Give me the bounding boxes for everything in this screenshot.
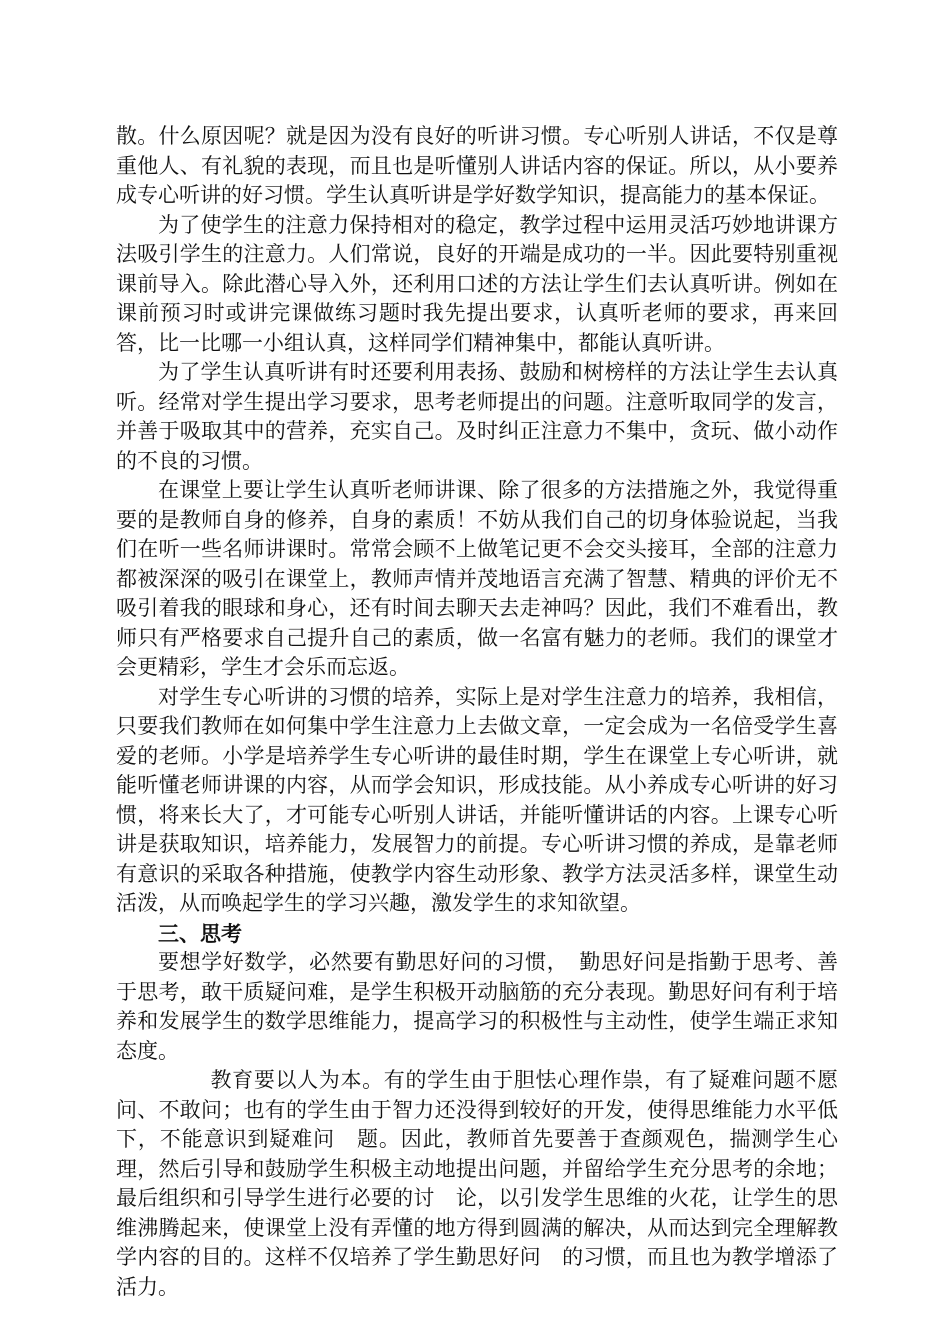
paragraph-people-oriented: 教育要以人为本。有的学生由于胆怯心理作祟，有了疑难问题不愿问、不敢问；也有的学生由于智力还没得到较好的开发，使得思维能力水平低下，不能意识到疑难问 题。因此，教师首先要善于查颜观色，揣测学生心理，然后引导和鼓励学生积极主动地提出问题，并留给学生充分思考的余地；最后组织和引导学生进行必要的讨 论，以引发学生思维的火花，让学生的思维沸腾起来，使课堂上没有弄懂的地方得到圆满的解决，从而达到完全理解教学内容的目的。这样不仅培养了学生勤思好问 的习惯，而且也为教学增添了活力。 (116, 1068, 838, 1299)
section-heading: 三、思考 (158, 920, 242, 946)
paragraph-listening-habit: 对学生专心听讲的习惯的培养，实际上是对学生注意力的培养，我相信，只要我们教师在如何集中学生注意力上去做文章，一定会成为一名倍受学生喜爱的老师。小学是培养学生专心听讲的最佳时期，学生在课堂上专心听讲，就能听懂老师讲课的内容，从而学会知识，形成技能。从小养成专心听讲的好习惯，将来长大了，才可能专心听别人讲话，并能听懂讲话的内容。上课专心听讲是获取知识，培养能力，发展智力的前提。专心听讲习惯的养成，是靠老师有意识的采取各种措施，使教学内容生动形象、教学方法灵活多样，课堂生动活泼，从而唤起学生的学习兴趣，激发学生的求知欲望。 (116, 684, 838, 915)
paragraph-teacher-quality: 在课堂上要让学生认真听老师讲课、除了很多的方法措施之外，我觉得重要的是教师自身的修养，自身的素质！不妨从我们自己的切身体验说起，当我们在听一些名师讲课时。常常会顾不上做笔记更不会交头接耳，全部的注意力都被深深的吸引在课堂上，教师声情并茂地语言充满了智慧、精典的评价无不吸引着我的眼球和身心，还有时间去聊天去走神吗？因此，我们不难看出，教师只有严格要求自己提升自己的素质，做一名富有魅力的老师。我们的课堂才会更精彩，学生才会乐而忘返。 (116, 478, 838, 679)
paragraph-praise-methods: 为了学生认真听讲有时还要利用表扬、鼓励和树榜样的方法让学生去认真听。经常对学生提出学习要求，思考老师提出的问题。注意听取同学的发言，并善于吸取其中的营养，充实自己。及时纠正注意力不集中，贪玩、做小动作的不良的习惯。 (116, 360, 838, 473)
document-page (116, 122, 838, 1302)
paragraph-thinking-habit: 要想学好数学，必然要有勤思好问的习惯， 勤思好问是指勤于思考、善于思考，敢干质疑问难，是学生积极开动脑筋的充分表现。勤思好问有利于培养和发展学生的数学思维能力，提高学习的积极性与主动性，使学生端正求知态度。 (116, 950, 838, 1063)
paragraph-continued: 散。什么原因呢？就是因为没有良好的听讲习惯。专心听别人讲话，不仅是尊重他人、有礼貌的表现，而且也是听懂别人讲话内容的保证。所以，从小要养成专心听讲的好习惯。学生认真听讲是学好数学知识，提高能力的基本保证。 (116, 124, 838, 207)
paragraph-attention-methods: 为了使学生的注意力保持相对的稳定，教学过程中运用灵活巧妙地讲课方法吸引学生的注意力。人们常说，良好的开端是成功的一半。因此要特别重视课前导入。除此潜心导入外，还利用口述的方法让学生们去认真听讲。例如在课前预习时或讲完课做练习题时我先提出要求，认真听老师的要求，再来回答，比一比哪一小组认真，这样同学们精神集中，都能认真听讲。 (116, 212, 838, 355)
